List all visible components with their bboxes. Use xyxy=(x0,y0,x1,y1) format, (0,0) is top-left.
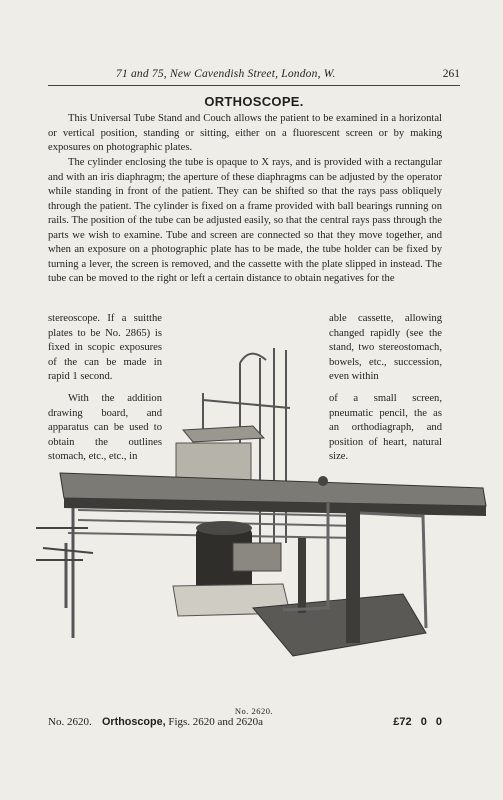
column-text: of a small screen, pneumatic pencil, the as an orthodiagraph, and position of heart, natural size. xyxy=(329,393,442,463)
column-text: With the addition drawing board, and apparatus can be used to obtain the outlines stomach, etc., etc., in xyxy=(48,393,162,463)
page-title: ORTHOSCOPE. xyxy=(204,94,304,109)
paragraph-intro xyxy=(48,112,442,156)
header-rule xyxy=(48,85,460,86)
orthoscope-illustration xyxy=(28,338,490,673)
header-address: 71 and 75, New Cavendish Street, London, W. xyxy=(116,68,336,80)
figure-references: Figs. 2620 and 2620a xyxy=(168,716,264,728)
column-text: stereoscope. If a suitthe plates to be No. 2865) is fixed in scopic exposures of the can be made in rapid 1 second. xyxy=(48,313,162,383)
paragraph-text: The cylinder enclosing the tube is opaque to X rays, and is provided with a rectangular and with an iris diaphragm; the aperture of these diaphragms can be adjusted by the operator while standing in front of the patient. They can be shifted so that the rays pass obliquely through the patient. The cylinder is fixed on a frame provided with ball bearings running on rails. The position of the tube can be adjusted easily, so that the central rays pass through the parts we wish to examine. Tube and screen are connected so that they move together, and when an exposure on a photographic plate has to be made, the tube holder can be fixed by turning a lever, the screen is removed, and the cassette with the plate slipped in instead. The tube can be moved to the right or left a certain distance to obtain negatives for the xyxy=(48,157,442,285)
catalogue-number: No. 2620. xyxy=(48,716,92,728)
price: £72 0 0 xyxy=(393,716,442,728)
figure-caption: No. 2620. xyxy=(234,706,274,716)
running-header xyxy=(48,68,460,86)
paragraph-text: This Universal Tube Stand and Couch allows the patient to be examined in a horizontal or vertical position, standing or sitting, either on a fluorescent screen or by making exposures on photographic plates. xyxy=(48,113,442,154)
product-name: Orthoscope, xyxy=(102,716,166,728)
column-text: able cassette, allowing changed rapidly (see the stand, two stereostomach, bowels, etc., succession, even within xyxy=(329,313,442,383)
price-line xyxy=(48,716,442,732)
product-name-line xyxy=(102,716,263,728)
page-number: 261 xyxy=(442,68,460,80)
paragraph-description xyxy=(48,156,442,287)
